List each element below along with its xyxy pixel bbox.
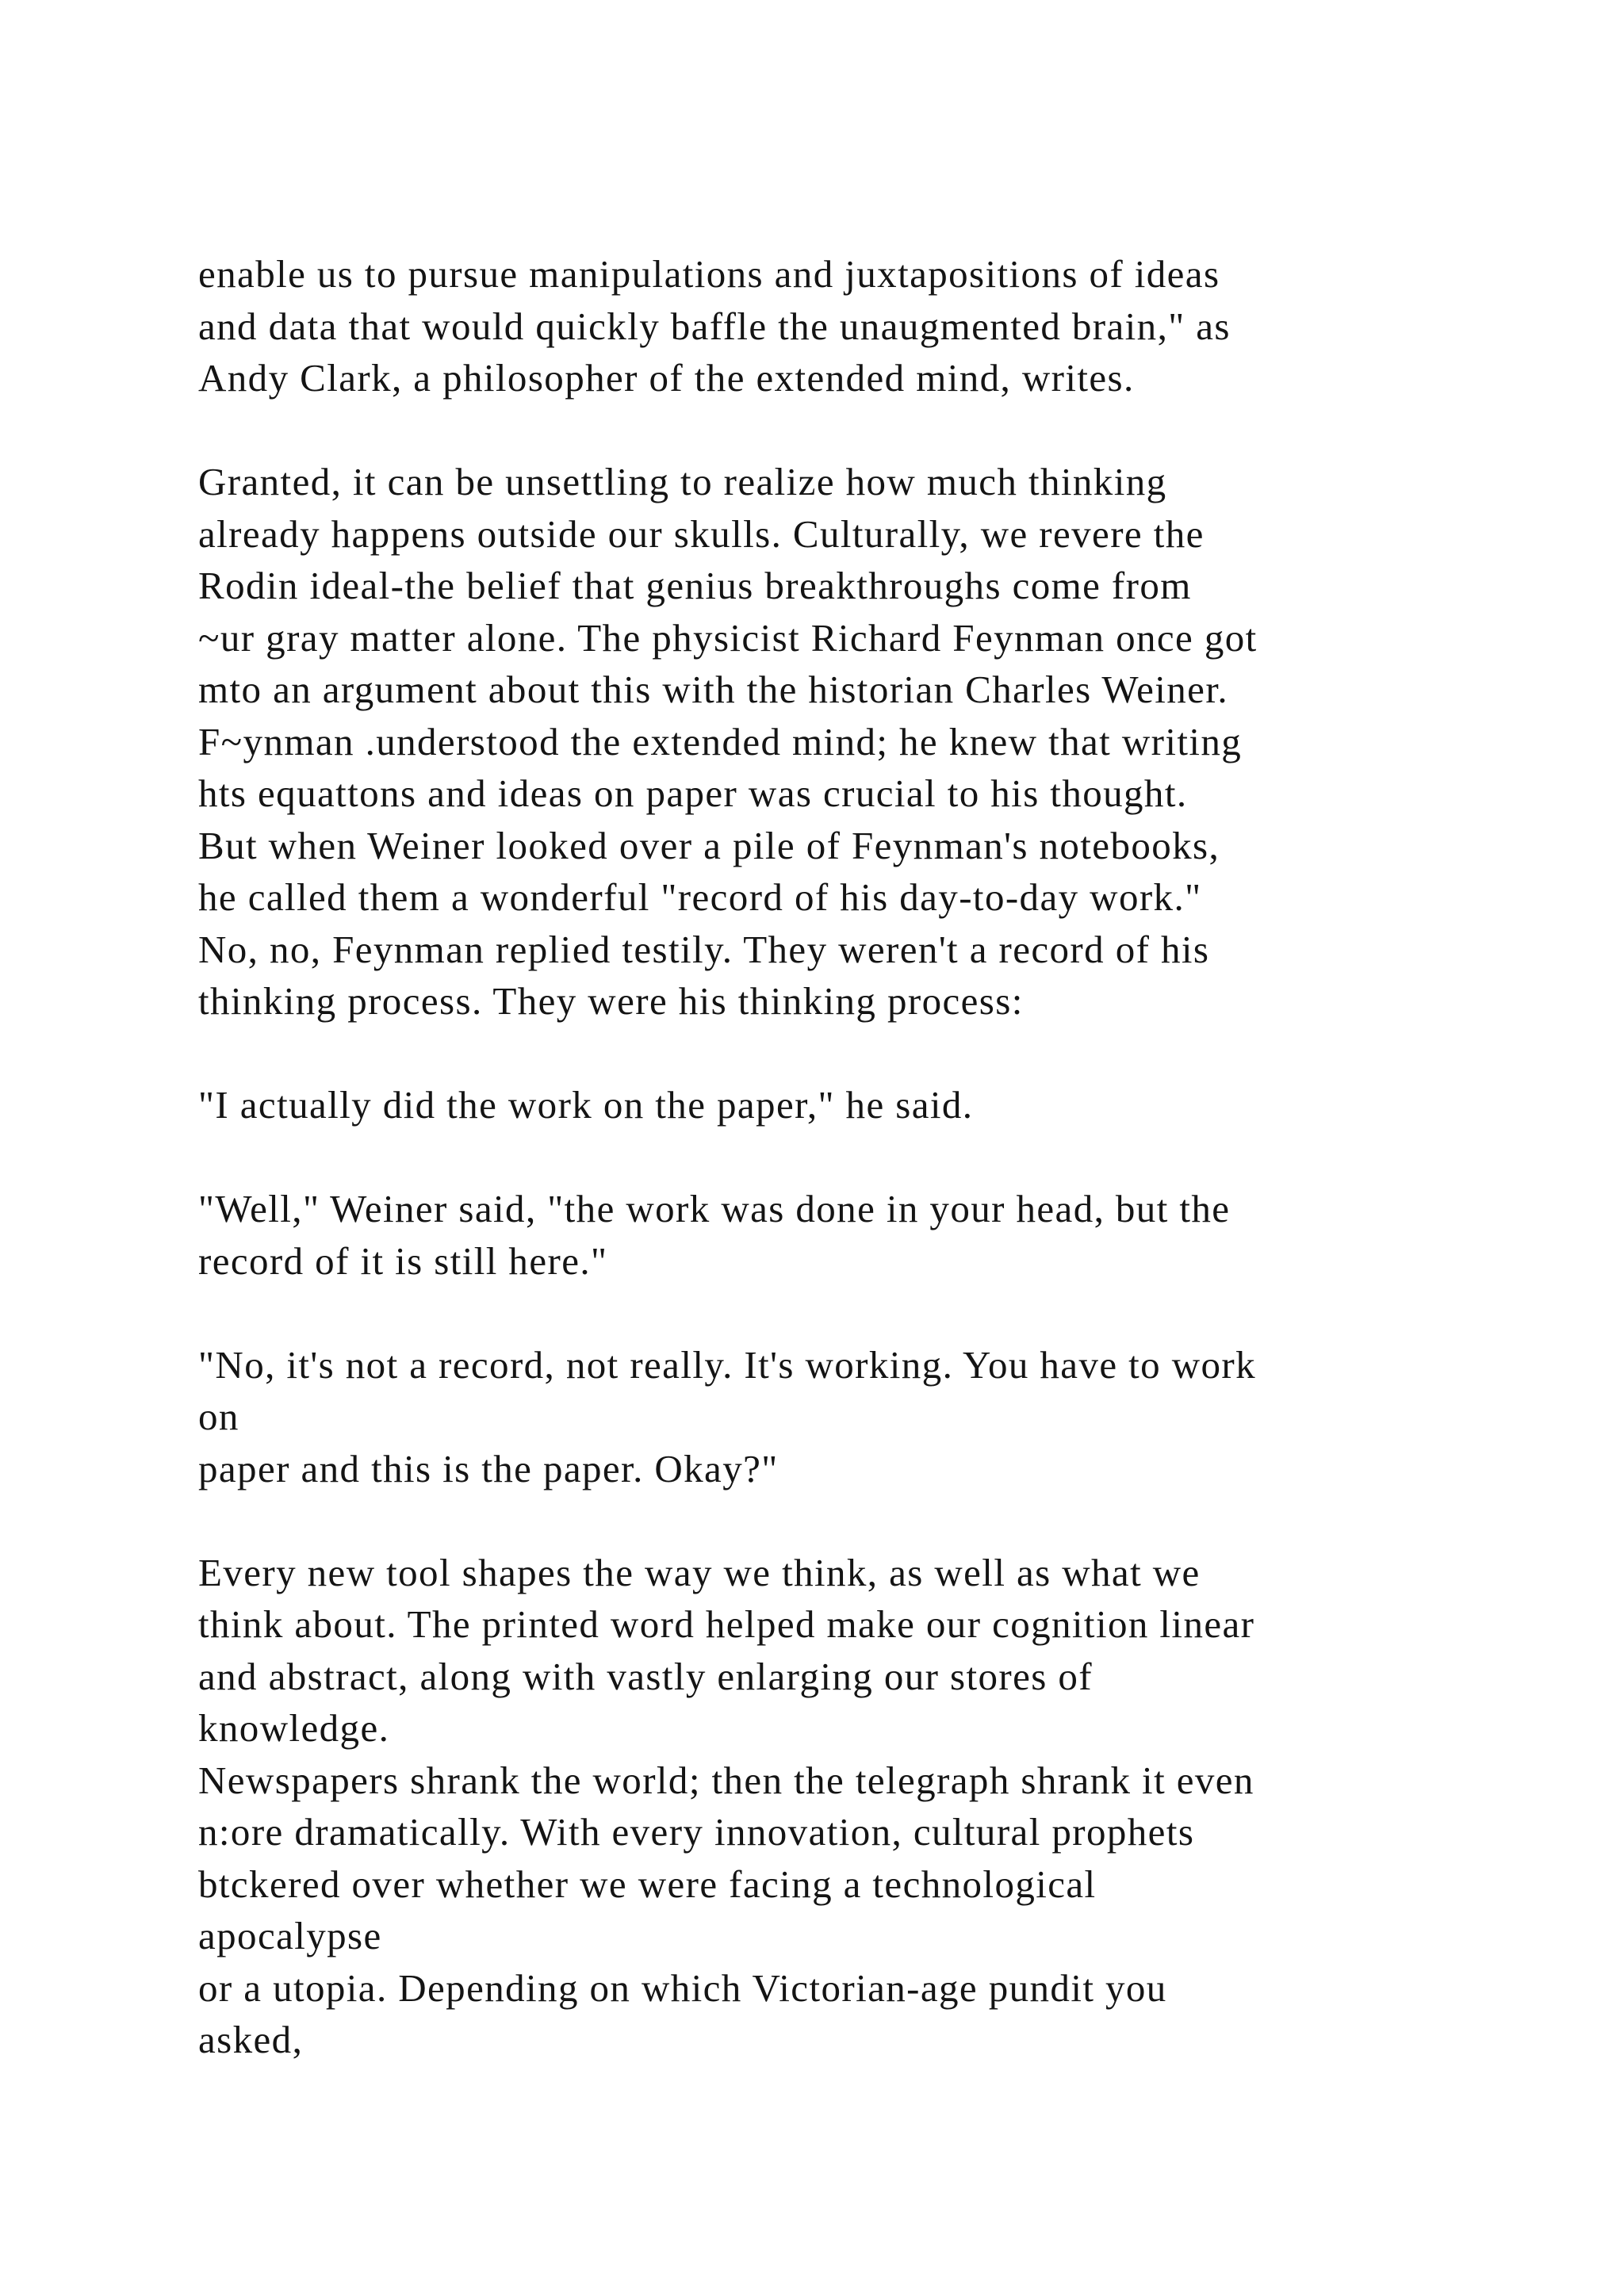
text-line: paper and this is the paper. Okay?" [198,1446,779,1490]
paragraph-gap [198,1027,1546,1080]
text-line: "No, it's not a record, not really. It's working. You have to work [198,1342,1257,1387]
paragraph [198,1079,1546,1131]
text-line: F~ynman .understood the extended mind; he knew that writing [198,719,1243,763]
text-line: record of it is still here." [198,1238,608,1283]
text-line: n:ore dramatically. With every innovation, cultural prophets [198,1810,1195,1854]
paragraph [198,456,1546,1027]
text-line: and data that would quickly baffle the unaugmented brain," as [198,304,1231,348]
text-line: hts equattons and ideas on paper was crucial to his thought. [198,771,1188,815]
text-line: Every new tool shapes the way we think, as well as what we [198,1550,1201,1594]
text-line: Rodin ideal-the belief that genius breakthroughs come from [198,564,1192,607]
text-line: Andy Clark, a philosopher of the extended mind, writes. [198,356,1135,400]
text-line: "I actually did the work on the paper," he said. [198,1083,974,1127]
text-line: thinking process. They were his thinking process: [198,979,1024,1023]
text-line: No, no, Feynman replied testily. They weren't a record of his [198,927,1210,971]
text-line: "Well," Weiner said, "the work was done in your head, but the [198,1187,1231,1230]
text-line: he called them a wonderful "record of his day-to-day work." [198,875,1202,919]
text-line: Newspapers shrank the world; then the telegraph shrank it even [198,1758,1254,1802]
text-line: already happens outside our skulls. Culturally, we revere the [198,511,1205,556]
text-line: apocalypse [198,1914,382,1957]
text-line: on [198,1395,239,1438]
paragraph-gap [198,404,1546,457]
text-line: btckered over whether we were facing a technological [198,1862,1097,1906]
text-line: But when Weiner looked over a pile of Feynman's notebooks, [198,823,1220,867]
paragraph-gap [198,1287,1546,1339]
text-line: ~ur gray matter alone. The physicist Richard Feynman once got [198,615,1258,660]
paragraph [198,1339,1546,1495]
text-line: asked, [198,2018,304,2061]
text-line: mto an argument about this with the historian Charles Weiner. [198,668,1228,711]
text-line: knowledge. [198,1706,390,1750]
text-line: and abstract, along with vastly enlarging our stores of [198,1654,1093,1698]
text-line: or a utopia. Depending on which Victorian-age pundit you [198,1965,1167,2010]
paragraph [198,1547,1546,2066]
text-line: enable us to pursue manipulations and juxtapositions of ideas [198,252,1220,296]
text-line: think about. The printed word helped make our cognition linear [198,1602,1255,1646]
paragraph-gap [198,1131,1546,1184]
paragraph [198,248,1546,404]
text-line: Granted, it can be unsettling to realize how much thinking [198,460,1167,503]
paragraph [198,1183,1546,1287]
paragraph-gap [198,1494,1546,1547]
body-text [198,248,1546,2066]
